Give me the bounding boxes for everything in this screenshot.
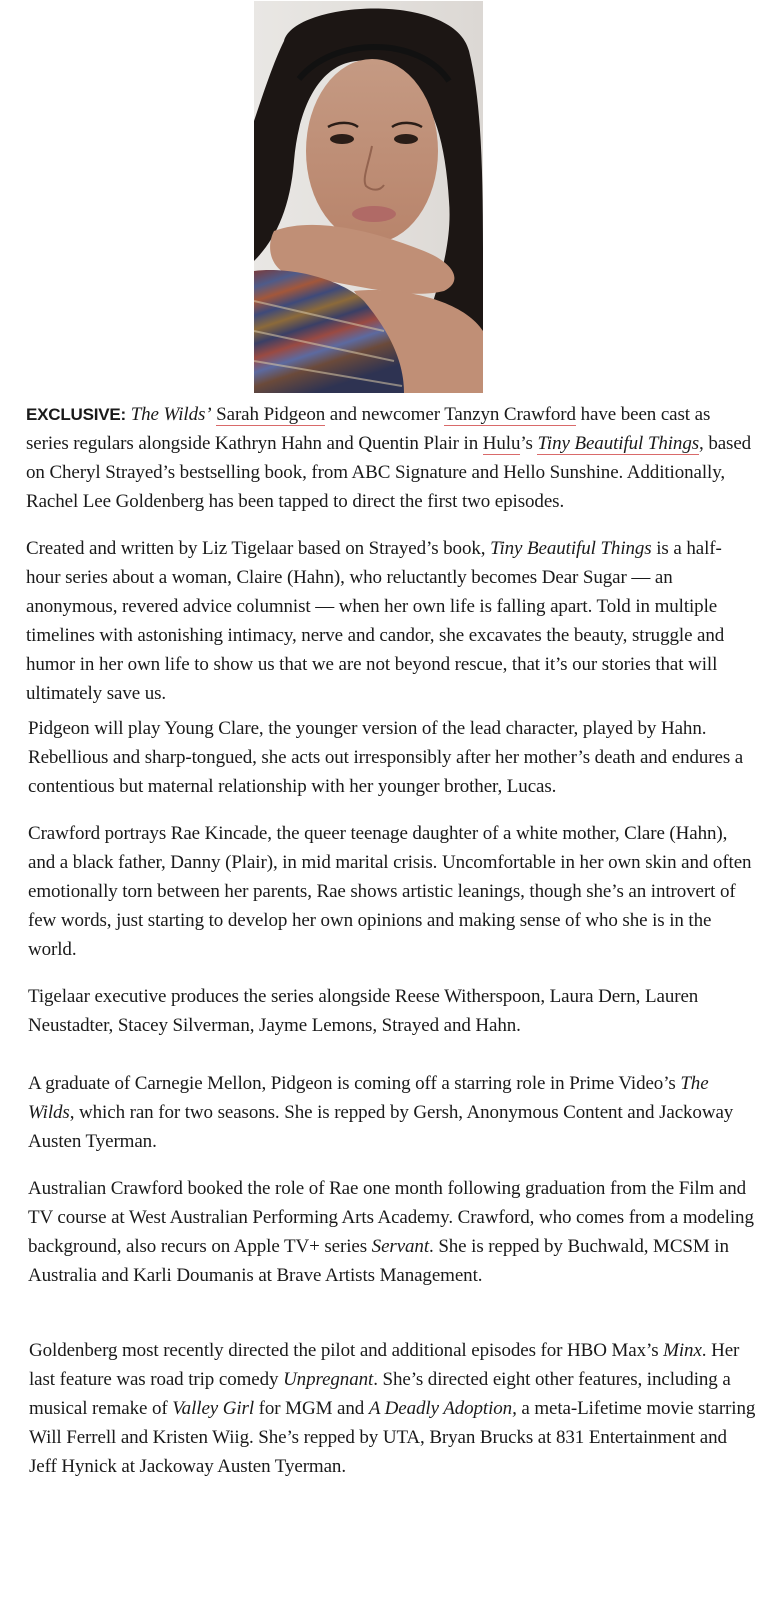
show-title: Valley Girl <box>172 1398 255 1419</box>
show-title: Unpregnant <box>283 1369 374 1390</box>
portrait-illustration <box>254 1 483 393</box>
show-title: A Deadly Adoption, <box>368 1398 517 1419</box>
link-hulu[interactable]: Hulu <box>482 433 521 454</box>
text-span: , based on Cheryl Strayed’s bestselling book, from ABC Signature and Hello Sunshine. Additionally, Rachel Lee Goldenberg has been tapped to direct the first two episodes. <box>26 433 752 512</box>
paragraph-3: Pidgeon will play Young Clare, the younger version of the lead character, played by Hahn. Rebellious and sharp-tongued, she acts out irresponsibly after her mother’s death and endures a contentious but maternal relationship with her younger brother, Lucas. <box>28 718 744 797</box>
text-span: . Her last feature was road trip comedy <box>29 1340 740 1390</box>
headshot-photo <box>254 1 483 393</box>
show-title: Tiny Beautiful Things <box>537 433 700 454</box>
text-span: . She’s directed eight other features, including a musical remake of <box>29 1369 731 1419</box>
text-span: A graduate of Carnegie Mellon, Pidgeon is coming off a starring role in Prime Video’s <box>28 1073 681 1094</box>
paragraph-5: Tigelaar executive produces the series alongside Reese Witherspoon, Laura Dern, Lauren Neustadter, Stacey Silverman, Jayme Lemons, Strayed and Hahn. <box>28 986 699 1036</box>
text-span: Australian Crawford booked the role of Rae one month following graduation from the Film and TV course at West Australian Performing Arts Academy. Crawford, who comes from a modeling background, also recurs on Apple TV+ series <box>28 1178 754 1257</box>
paragraph-4: Crawford portrays Rae Kincade, the queer teenage daughter of a white mother, Clare (Hahn), and a black father, Danny (Plair), in mid marital crisis. Uncomfortable in her own skin and often emotionally torn between her parents, Rae shows artistic leanings, though she’s an introvert of few words, just starting to develop her own opinions and making sense of who she is in the world. <box>28 823 752 960</box>
text-span: Created and written by Liz Tigelaar based on Strayed’s book, <box>26 538 491 559</box>
link-tanzyn-crawford[interactable]: Tanzyn Crawford <box>444 404 576 425</box>
paragraph-8 <box>26 1336 756 1481</box>
paragraph-2 <box>26 534 756 708</box>
text-span: and newcomer <box>325 404 445 425</box>
paragraph-7 <box>26 1174 756 1290</box>
paragraph-6 <box>26 1069 756 1156</box>
text-span: ’s <box>520 433 538 454</box>
paragraph-1 <box>26 400 756 516</box>
text-span: for MGM and <box>254 1398 369 1419</box>
link-tiny-beautiful-things[interactable] <box>537 433 699 455</box>
text-span: have been cast as series regulars alongside Kathryn Hahn and Quentin Plair in <box>26 404 711 454</box>
show-title: The Wilds <box>28 1073 709 1123</box>
text-span: , which ran for two seasons. She is repped by Gersh, Anonymous Content and Jackoway Austen Tyerman. <box>28 1102 734 1152</box>
show-title: Tiny Beautiful Things <box>490 538 652 559</box>
show-title: Minx <box>663 1340 702 1361</box>
text-span: is a half-hour series about a woman, Claire (Hahn), who reluctantly becomes Dear Sugar — an anonymous, revered advice columnist — when her own life is falling apart. Told in multiple timelines with astonishing intimacy, nerve and candor, she excavates the beauty, struggle and humor in her own life to show us that we are not beyond rescue, that it’s our stories that will ultimately save us. <box>26 538 725 704</box>
text-span: . She is repped by Buchwald, MCSM in Australia and Karli Doumanis at Brave Artists Management. <box>28 1236 729 1286</box>
article-body <box>26 400 756 1481</box>
show-title: Servant <box>371 1236 430 1257</box>
show-title: The Wilds’ <box>130 404 212 425</box>
text-span: a meta-Lifetime movie starring Will Ferrell and Kristen Wiig. She’s repped by UTA, Bryan Brucks at 831 Entertainment and Jeff Hynick at Jackoway Austen Tyerman. <box>29 1398 756 1477</box>
link-sarah-pidgeon[interactable]: Sarah Pidgeon <box>216 404 326 425</box>
text-span: Goldenberg most recently directed the pilot and additional episodes for HBO Max’s <box>29 1340 664 1361</box>
exclusive-label: EXCLUSIVE: <box>26 405 127 424</box>
